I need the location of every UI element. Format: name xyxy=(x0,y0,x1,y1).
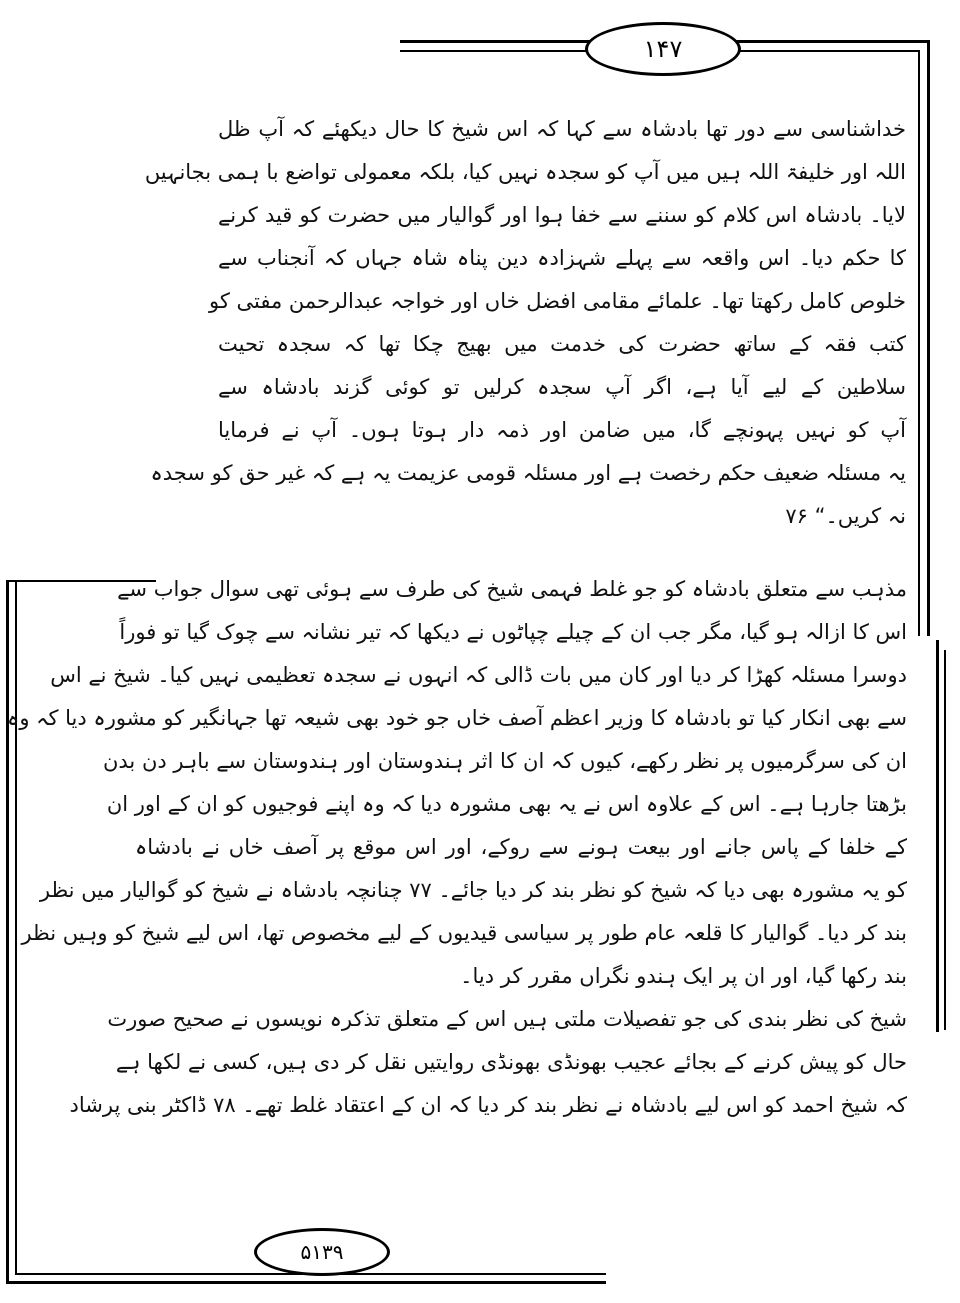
quote-line: لایا۔ بادشاہ اس کلام کو سننے سے خفا ہوا اور گوالیار میں حضرت کو قید کرنے xyxy=(218,203,906,227)
quote-line: خلوص کامل رکھتا تھا۔ علمائے مقامی افضل خاں اور خواجہ عبدالرحمن مفتی کو xyxy=(208,289,906,313)
body-line: کے خلفا کے پاس جانے اور بیعت ہونے سے روکے، اور اس موقع پر آصف خاں نے بادشاہ xyxy=(135,835,907,859)
body-line: حال کو پیش کرنے کے بجائے عجیب بھونڈی بھونڈی روایتیں نقل کر دی ہیں، کسی نے لکھا ہے xyxy=(115,1050,907,1074)
quote-line: نہ کریں۔“ ۷۶ xyxy=(785,504,906,528)
frame-mid-left-inner xyxy=(15,580,17,1274)
frame-right-step-outer xyxy=(936,640,939,1032)
frame-right-outer xyxy=(927,40,930,636)
body-line: کو یہ مشورہ بھی دیا کہ شیخ کو نظر بند کر دیا جائے۔ ۷۷ چنانچہ بادشاہ نے شیخ کو گوالیار میں نظر xyxy=(39,878,907,902)
quote-line: یہ مسئلہ ضعیف حکم رخصت ہے اور مسئلہ قومی عزیمت یہ ہے کہ غیر حق کو سجدہ xyxy=(150,461,906,485)
quote-line: اللہ اور خلیفۃ اللہ ہیں میں آپ کو سجدہ نہیں کیا، بلکہ معمولی تواضع با ہمی بجانہیں xyxy=(144,160,906,184)
body-line: سے بھی انکار کیا تو بادشاہ کا وزیر اعظم آصف خاں جو خود بھی شیعہ تھا جہانگیر کو مشورہ دیا کہ وہ xyxy=(7,706,907,730)
body-line: ان کی سرگرمیوں پر نظر رکھے، کیوں کہ ان کا اثر ہندوستان اور ہندوستان سے باہر دن بدن xyxy=(102,749,907,773)
frame-right-inner xyxy=(918,50,920,636)
body-line: کہ شیخ احمد کو اس لیے بادشاہ نے نظر بند کر دیا کہ ان کے اعتقاد غلط تھے۔ ۷۸ ڈاکٹر بنی پرشاد xyxy=(69,1093,907,1117)
body-line: مذہب سے متعلق بادشاہ کو جو غلط فہمی شیخ کی طرف سے ہوئی تھی سوال جواب سے xyxy=(117,577,907,601)
quote-line: سلاطین کے لیے آیا ہے، اگر آپ سجدہ کرلیں تو کوئی گزند بادشاہ سے xyxy=(218,375,906,399)
page-number-oval xyxy=(585,22,741,76)
body-line: دوسرا مسئلہ کھڑا کر دیا اور کان میں بات ڈالی کہ انہوں نے سجدہ تعظیمی نہیں کیا۔ شیخ نے اس xyxy=(50,663,907,687)
body-line: اس کا ازالہ ہو گیا، مگر جب ان کے چیلے چپاٹوں نے دیکھا کہ تیر نشانہ سے چوک گیا تو فوراً xyxy=(119,620,907,644)
body-text xyxy=(7,568,907,1127)
body-line: بند رکھا گیا، اور ان پر ایک ہندو نگراں مقرر کر دیا۔ xyxy=(460,964,907,988)
frame-right-step-inner xyxy=(944,650,946,1030)
frame-mid-left-outer xyxy=(6,580,9,1282)
quote-line: کتب فقہ کے ساتھ حضرت کی خدمت میں بھیج چکا تھا کہ سجدہ تحیت xyxy=(218,332,906,356)
footer-number-oval xyxy=(254,1228,390,1276)
page-number: ۱۴۷ xyxy=(643,35,683,63)
frame-bottom-outer xyxy=(6,1281,606,1284)
quote-line: خداشناسی سے دور تھا بادشاہ سے کہا کہ اس شیخ کا حال دیکھئے کہ آپ ظل xyxy=(218,117,906,141)
quote-line: آپ کو نہیں پہونچے گا، میں ضامن اور ذمہ دار ہوتا ہوں۔ آپ نے فرمایا xyxy=(218,418,906,442)
quote-block xyxy=(144,108,906,538)
body-line: بند کر دیا۔ گوالیار کا قلعہ عام طور پر سیاسی قیدیوں کے لیے مخصوص تھا، اس لیے شیخ کو وہیں نظر xyxy=(21,921,907,945)
body-line: شیخ کی نظر بندی کی جو تفصیلات ملتی ہیں اس کے متعلق تذکرہ نویسوں نے صحیح صورت xyxy=(107,1007,907,1031)
quote-line: کا حکم دیا۔ اس واقعہ سے پہلے شہزادہ دین پناہ شاہ جہاں کہ آنجناب سے xyxy=(218,246,906,270)
body-line: بڑھتا جارہا ہے۔ اس کے علاوہ اس نے یہ بھی مشورہ دیا کہ وہ اپنے فوجیوں کو ان کے اور ان xyxy=(106,792,907,816)
footer-number: ۵۱۳۹ xyxy=(300,1240,344,1264)
